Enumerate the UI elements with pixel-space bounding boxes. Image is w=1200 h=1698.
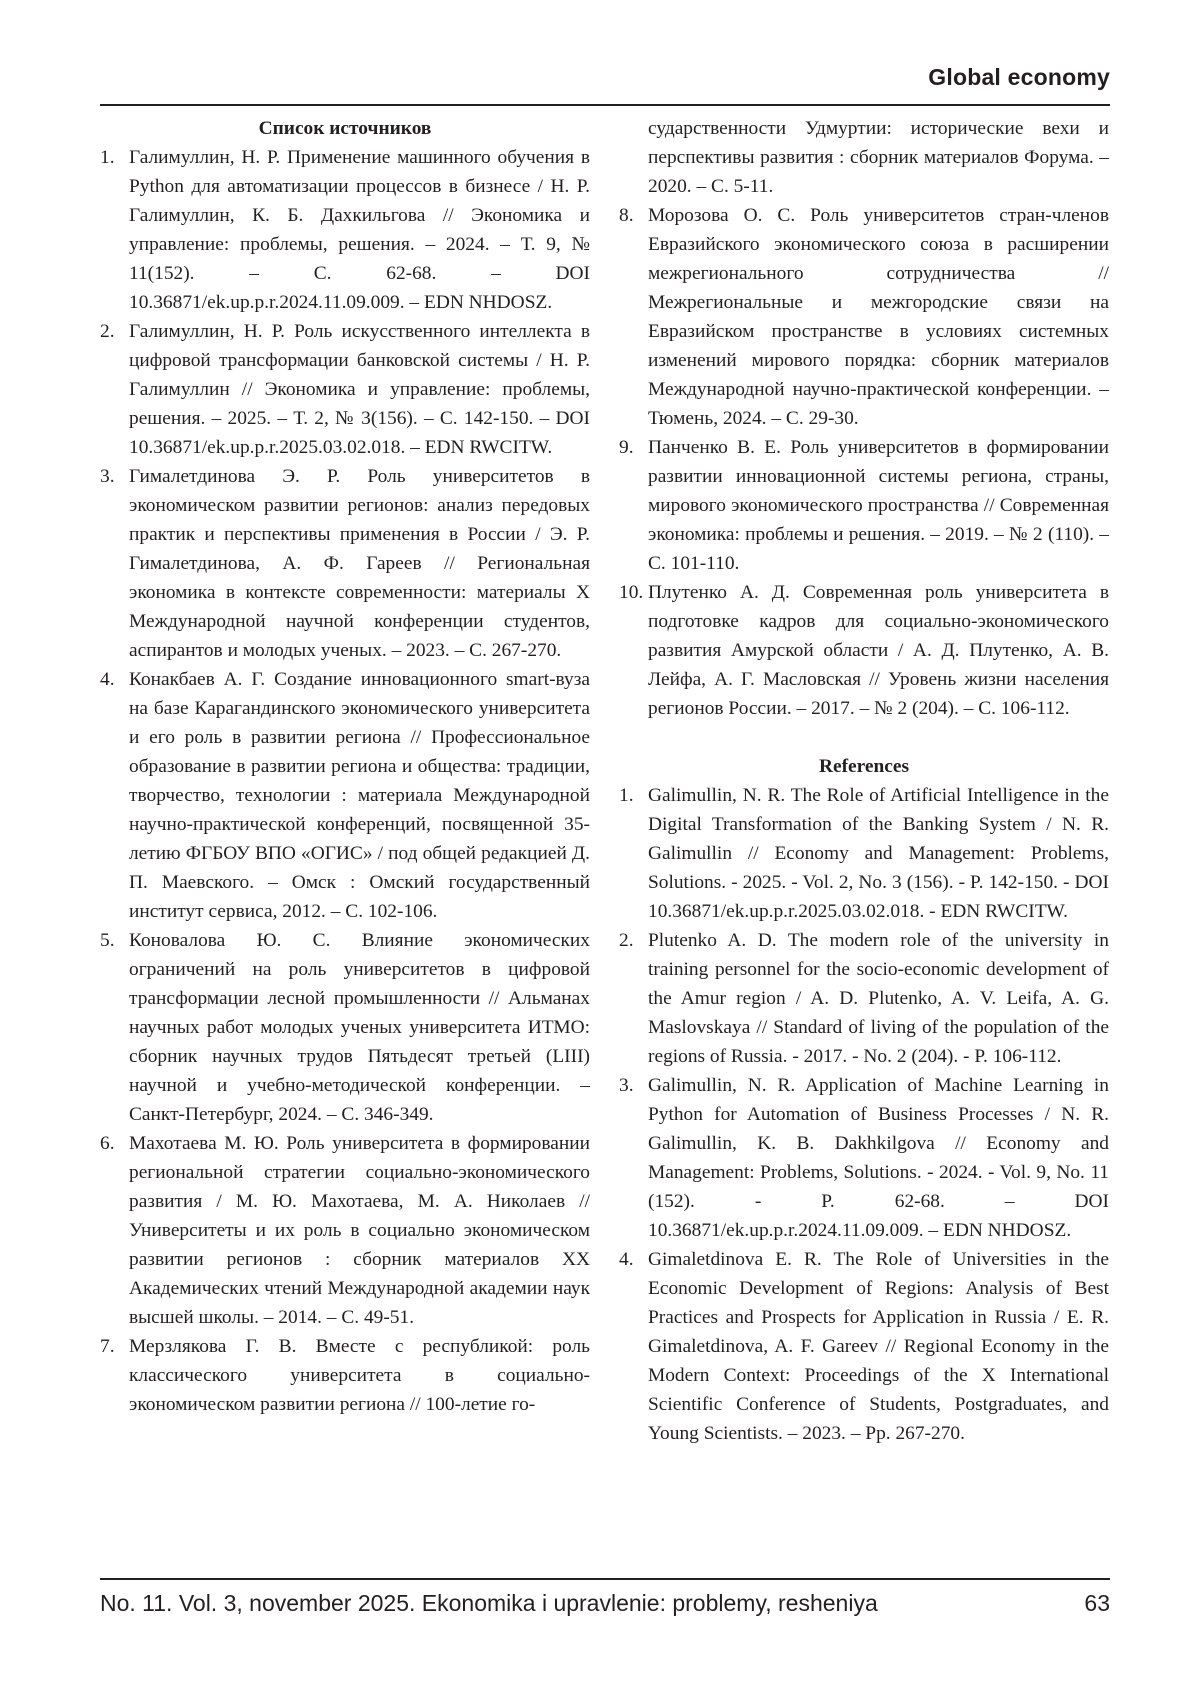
- references-heading: References: [818, 756, 910, 777]
- list-item-text: Галимуллин, Н. Р. Роль искусственного интеллекта в цифровой трансформации банковской системы / Н. Р. Галимуллин // Экономика и управление: проблемы, решения. – 2025. – Т. 2, № 3(156). – С. 142-150. – DOI 10.36871/ek.up.p.r.2025.03.02.018. – EDN RWCITW.: [129, 321, 590, 458]
- list-item: [100, 1332, 590, 1419]
- list-item: [100, 462, 590, 665]
- list-item: [619, 201, 1109, 433]
- list-item-number: 2.: [100, 321, 115, 342]
- list-item-number: 3.: [100, 466, 115, 487]
- right-column: [619, 114, 1109, 1448]
- section-spacer: [619, 723, 1109, 752]
- list-item-text: Махотаева М. Ю. Роль университета в формировании региональной стратегии социально-экономического развития / М. Ю. Махотаева, М. А. Николаев // Университеты и их роль в социально экономическом развитии регионов : сборник материалов XX Академических чтений Международной академии наук высшей школы. – 2014. – С. 49-51.: [129, 1133, 590, 1328]
- list-item: [619, 578, 1109, 723]
- list-item: [100, 1129, 590, 1332]
- list-item-text: Морозова О. С. Роль университетов стран-членов Евразийского экономического союза в расширении межрегионального сотрудничества // Межрегиональные и межгородские связи на Евразийском пространстве в условиях системных изменений мирового порядка: сборник материалов Международной научно-практической конференции. – Тюмень, 2024. – С. 29-30.: [648, 205, 1109, 429]
- left-column: [100, 114, 590, 1419]
- list-item-text: Plutenko A. D. The modern role of the university in training personnel for the socio-economic development of the Amur region / A. D. Plutenko, A. V. Leifa, A. G. Maslovskaya // Standard of living of the population of the regions of Russia. - 2017. - No. 2 (204). - P. 106-112.: [648, 930, 1109, 1067]
- list-item: [100, 143, 590, 317]
- list-item-number: 9.: [619, 437, 634, 458]
- list-item-continuation: сударственности Удмуртии: исторические вехи и перспективы развития : сборник материалов Форума. – 2020. – С. 5-11.: [648, 118, 1109, 197]
- list-item-number: 1.: [100, 147, 115, 168]
- list-item-number: 3.: [619, 1075, 634, 1096]
- references-list: [619, 781, 1109, 1448]
- list-item: [619, 1071, 1109, 1245]
- list-item-number: 8.: [619, 205, 634, 226]
- list-item: [619, 1245, 1109, 1448]
- list-item-number: 1.: [619, 785, 634, 806]
- running-title: Global economy: [928, 64, 1110, 90]
- list-item-number: 7.: [100, 1336, 115, 1357]
- list-item-text: Конакбаев А. Г. Создание инновационного smart-вуза на базе Карагандинского экономического университета и его роль в развитии региона // Профессиональное образование в развитии региона и общества: традиции, творчество, технологии : материала Международной научно-практической конференций, посвященной 35-летию ФГБОУ ВПО «ОГИС» / под общей редакцией Д. П. Маевского. – Омск : Омский государственный институт сервиса, 2012. – С. 102-106.: [129, 669, 590, 922]
- list-item-number: 6.: [100, 1133, 115, 1154]
- list-item-number: 4.: [100, 669, 115, 690]
- list-item-text: Гималетдинова Э. Р. Роль университетов в экономическом развитии регионов: анализ передовых практик и перспективы применения в России / Э. Р. Гималетдинова, А. Ф. Гареев // Региональная экономика в контексте современности: материалы X Международной научной конференции студентов, аспирантов и молодых ученых. – 2023. – С. 267-270.: [129, 466, 590, 661]
- page-number: 63: [1084, 1590, 1110, 1616]
- list-item: [100, 665, 590, 926]
- list-item: [619, 433, 1109, 578]
- list-item-text: Galimullin, N. R. Application of Machine Learning in Python for Automation of Business Processes / N. R. Galimullin, K. B. Dakhkilgova // Economy and Management: Problems, Solutions. - 2024. - Vol. 9, No. 11 (152). - P. 62-68. – DOI 10.36871/ek.up.p.r.2024.11.09.009. – EDN NHDOSZ.: [648, 1075, 1109, 1241]
- list-item: [100, 926, 590, 1129]
- list-item-number: 5.: [100, 930, 115, 951]
- list-item-text: Панченко В. Е. Роль университетов в формировании развитии инновационной системы региона, страны, мирового экономического пространства // Современная экономика: проблемы и решения. – 2019. – № 2 (110). – С. 101-110.: [648, 437, 1109, 574]
- list-item-text: Коновалова Ю. С. Влияние экономических ограничений на роль университетов в цифровой трансформации лесной промышленности // Альманах научных работ молодых ученых университета ИТМО: сборник научных трудов Пятьдесят третьей (LIII) научной и учебно-методической конференции. – Санкт-Петербург, 2024. – С. 346-349.: [129, 930, 590, 1125]
- list-item: [619, 781, 1109, 926]
- page-footer: [100, 1578, 1110, 1616]
- list-item-number: 10.: [619, 582, 644, 603]
- list-item-text: Gimaletdinova E. R. The Role of Universities in the Economic Development of Regions: Analysis of Best Practices and Prospects for Application in Russia / E. R. Gimaletdinova, A. F. Gareev // Regional Economy in the Modern Context: Proceedings of the X International Scientific Conference of Students, Postgraduates, and Young Scientists. – 2023. – Pp. 267-270.: [648, 1249, 1109, 1444]
- list-item-text: Галимуллин, Н. Р. Применение машинного обучения в Python для автоматизации процессов в бизнесе / Н. Р. Галимуллин, К. Б. Дахкильгова // Экономика и управление: проблемы, решения. – 2024. – Т. 9, № 11(152). – С. 62-68. – DOI 10.36871/ek.up.p.r.2024.11.09.009. – EDN NHDOSZ.: [129, 147, 590, 313]
- list-item-text: Galimullin, N. R. The Role of Artificial Intelligence in the Digital Transformation of the Banking System / N. R. Galimullin // Economy and Management: Problems, Solutions. - 2025. - Vol. 2, No. 3 (156). - P. 142-150. - DOI 10.36871/ek.up.p.r.2025.03.02.018. - EDN RWCITW.: [648, 785, 1109, 922]
- list-item: [619, 926, 1109, 1071]
- list-item-number: 4.: [619, 1249, 634, 1270]
- journal-citation: No. 11. Vol. 3, november 2025. Ekonomika i upravlenie: problemy, resheniya: [100, 1590, 878, 1616]
- list-item-text: Мерзлякова Г. В. Вместе с республикой: роль классического университета в социально-экономическом развитии региона // 100-летие го-: [129, 1336, 590, 1415]
- sources-heading: Список источников: [258, 118, 432, 139]
- list-item-number: 2.: [619, 930, 634, 951]
- sources-list: [100, 143, 590, 1419]
- list-item: [100, 317, 590, 462]
- page-header: [100, 60, 1110, 106]
- sources-list-continued: [619, 201, 1109, 723]
- list-item-text: Плутенко А. Д. Современная роль университета в подготовке кадров для социально-экономического развития Амурской области / А. Д. Плутенко, А. В. Лейфа, А. Г. Масловская // Уровень жизни населения регионов России. – 2017. – № 2 (204). – С. 106-112.: [648, 582, 1109, 719]
